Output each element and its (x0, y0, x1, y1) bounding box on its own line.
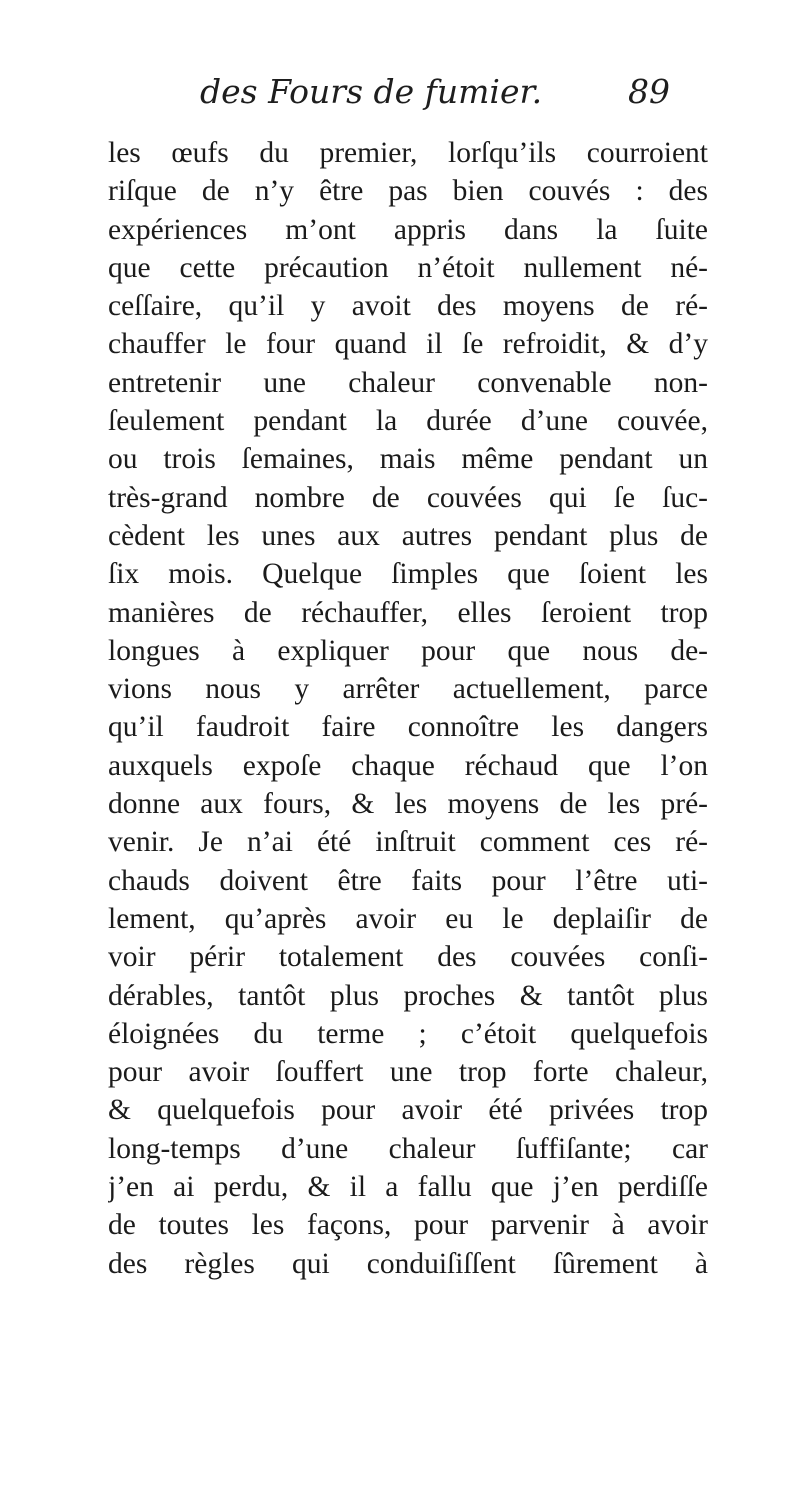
text-line: vions nous y arrêter actuellement, parce (108, 673, 708, 706)
text-line: voir périr totalement des couvées conſi- (108, 941, 708, 974)
text-line: dérables, tantôt plus proches & tantôt plus (108, 979, 708, 1012)
text-line: riſque de n’y être pas bien couvés : des (108, 175, 708, 208)
body-text (108, 134, 708, 1283)
text-line: très-grand nombre de couvées qui ſe ſuc- (108, 481, 708, 514)
text-line: auxquels expoſe chaque réchaud que l’on (108, 749, 708, 782)
text-line: donne aux fours, & les moyens de les pré- (108, 788, 708, 821)
running-title: des Fours de fumier. (200, 72, 543, 111)
text-line: chauffer le four quand il ſe refroidit, & d’y (108, 328, 708, 361)
page-number: 89 (628, 72, 670, 111)
text-line: manières de réchauffer, elles ſeroient trop (108, 596, 708, 629)
text-line: lement, qu’après avoir eu le deplaiſir de (108, 902, 708, 935)
text-line: que cette précaution n’étoit nullement né- (108, 251, 708, 284)
text-line: long-temps d’une chaleur ſuffiſante; car (108, 1132, 708, 1165)
text-line: ſeulement pendant la durée d’une couvée, (108, 405, 708, 438)
text-line: ceſſaire, qu’il y avoit des moyens de ré- (108, 290, 708, 323)
text-line: ou trois ſemaines, mais même pendant un (108, 443, 708, 476)
text-line: expériences m’ont appris dans la ſuite (108, 213, 708, 246)
text-line: de toutes les façons, pour parvenir à avoir (108, 1209, 708, 1242)
text-line: les œufs du premier, lorſqu’ils courroient (108, 137, 708, 169)
text-line: des règles qui conduiſiſſent ſûrement à (108, 1247, 708, 1280)
text-line: & quelquefois pour avoir été privées trop (108, 1094, 708, 1127)
text-line: j’en ai perdu, & il a fallu que j’en perdiſſe (108, 1171, 708, 1204)
text-line: ſix mois. Quelque ſimples que ſoient les (108, 558, 708, 591)
text-line: entretenir une chaleur convenable non- (108, 366, 708, 399)
text-line: longues à expliquer pour que nous de- (108, 634, 708, 667)
text-line: pour avoir ſouffert une trop forte chaleur, (108, 1056, 708, 1089)
text-line: qu’il faudroit faire connoître les dangers (108, 711, 708, 744)
text-line: venir. Je n’ai été inſtruit comment ces ré- (108, 826, 708, 859)
text-line: cèdent les unes aux autres pendant plus de (108, 519, 708, 552)
text-line: éloignées du terme ; c’étoit quelquefois (108, 1017, 708, 1050)
page-header (0, 72, 800, 122)
text-line: chauds doivent être faits pour l’être uti- (108, 864, 708, 897)
